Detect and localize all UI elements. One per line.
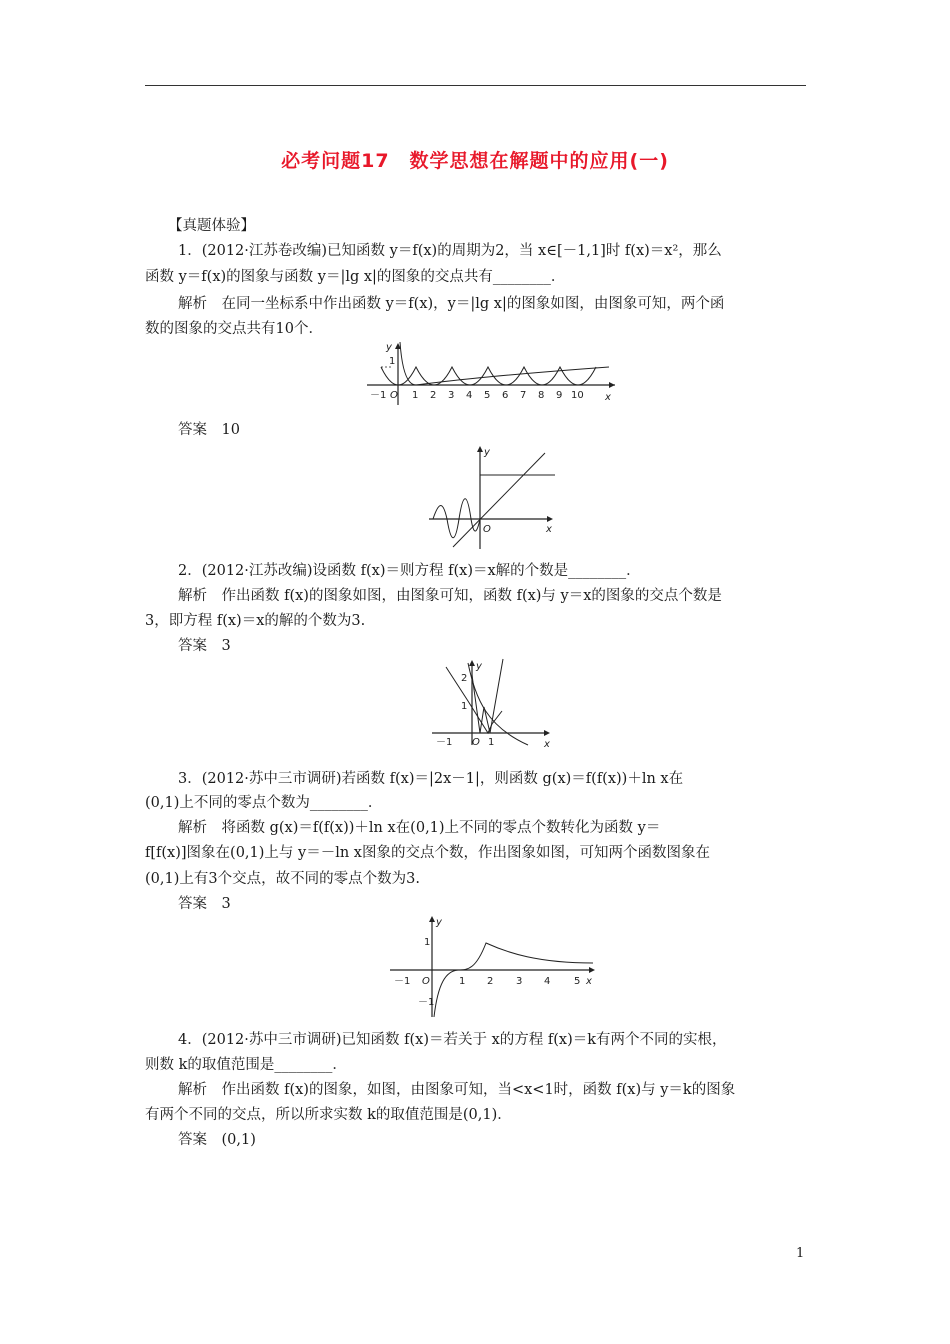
svg-text:O: O bbox=[390, 390, 398, 401]
svg-text:10: 10 bbox=[571, 390, 584, 401]
svg-text:6: 6 bbox=[502, 390, 509, 401]
svg-text:9: 9 bbox=[556, 390, 563, 401]
svg-text:1: 1 bbox=[424, 937, 431, 948]
header-rule bbox=[145, 85, 806, 86]
problem-3-solution: 解析 将函数 g(x)＝f(f(x))＋ln x在(0,1)上不同的零点个数转化为函数 y＝ bbox=[178, 820, 661, 836]
problem-2-answer: 答案 3 bbox=[178, 638, 231, 654]
svg-text:y: y bbox=[484, 447, 490, 458]
page-title: 必考问题17 数学思想在解题中的应用(一) bbox=[281, 150, 669, 172]
svg-text:y: y bbox=[476, 661, 482, 672]
fig1-y-tick-1: 1 bbox=[389, 356, 396, 367]
svg-text:x: x bbox=[586, 976, 592, 987]
figure-4-graph bbox=[388, 913, 603, 1019]
problem-4-answer: 答案 (0,1) bbox=[178, 1132, 256, 1148]
svg-text:x: x bbox=[544, 739, 550, 749]
figure-1-graph bbox=[365, 340, 625, 408]
svg-text:x: x bbox=[605, 392, 611, 403]
problem-3-question-cont: (0,1)上不同的零点个数为________． bbox=[145, 795, 383, 811]
svg-text:5: 5 bbox=[484, 390, 491, 401]
svg-text:2: 2 bbox=[430, 390, 437, 401]
svg-text:7: 7 bbox=[520, 390, 527, 401]
svg-text:3: 3 bbox=[448, 390, 455, 401]
problem-4-solution-cont: 有两个不同的交点，所以所求实数 k的取值范围是(0,1)． bbox=[145, 1107, 512, 1123]
problem-1-question-cont: 函数 y＝f(x)的图象与函数 y＝|lg x|的图象的交点共有________． bbox=[145, 269, 566, 285]
figure-3-graph bbox=[428, 657, 558, 749]
problem-3-answer: 答案 3 bbox=[178, 896, 231, 912]
svg-text:x: x bbox=[546, 524, 552, 535]
svg-text:y: y bbox=[436, 917, 442, 928]
svg-text:1: 1 bbox=[488, 737, 495, 748]
svg-text:O: O bbox=[472, 737, 480, 748]
problem-1-solution-cont: 数的图象的交点共有10个． bbox=[145, 321, 323, 337]
svg-text:－1: －1 bbox=[394, 976, 411, 987]
svg-text:1: 1 bbox=[459, 976, 466, 987]
svg-text:1: 1 bbox=[412, 390, 419, 401]
problem-1-answer: 答案 10 bbox=[178, 422, 240, 438]
svg-text:2: 2 bbox=[487, 976, 494, 987]
figure-2-graph bbox=[425, 443, 565, 551]
svg-text:－1: －1 bbox=[436, 737, 453, 748]
page-number: 1 bbox=[796, 1246, 805, 1261]
problem-2-question: 2．(2012·江苏改编)设函数 f(x)＝则方程 f(x)＝x解的个数是________． bbox=[178, 563, 641, 579]
svg-text:O: O bbox=[483, 524, 491, 535]
svg-text:5: 5 bbox=[574, 976, 581, 987]
svg-text:3: 3 bbox=[516, 976, 523, 987]
svg-text:4: 4 bbox=[466, 390, 473, 401]
problem-4-solution: 解析 作出函数 f(x)的图象，如图，由图象可知，当<x<1时，函数 f(x)与 y＝k的图象 bbox=[178, 1082, 736, 1098]
problem-1-solution: 解析 在同一坐标系中作出函数 y＝f(x)，y＝|lg x|的图象如图，由图象可知，两个函 bbox=[178, 296, 725, 312]
svg-text:O: O bbox=[422, 976, 430, 987]
problem-2-solution-cont: 3，即方程 f(x)＝x的解的个数为3. bbox=[145, 613, 366, 629]
svg-text:2: 2 bbox=[461, 673, 468, 684]
fig1-y-label: y bbox=[386, 342, 392, 353]
problem-4-question: 4．(2012·苏中三市调研)已知函数 f(x)＝若关于 x的方程 f(x)＝k有两个不同的实根， bbox=[178, 1032, 727, 1048]
section-heading: 【真题体验】 bbox=[168, 218, 255, 234]
problem-3-solution-cont2: (0,1)上有3个交点，故不同的零点个数为3. bbox=[145, 871, 420, 887]
svg-text:8: 8 bbox=[538, 390, 545, 401]
svg-text:－1: －1 bbox=[370, 390, 387, 401]
problem-2-solution: 解析 作出函数 f(x)的图象如图，由图象可知，函数 f(x)与 y＝x的图象的交点个数是 bbox=[178, 588, 722, 604]
svg-text:4: 4 bbox=[544, 976, 551, 987]
problem-4-question-cont: 则数 k的取值范围是________． bbox=[145, 1057, 347, 1073]
svg-text:1: 1 bbox=[461, 701, 468, 712]
problem-3-solution-cont: f[f(x)]图象在(0,1)上与 y＝－ln x图象的交点个数，作出图象如图，可知两个函数图象在 bbox=[145, 845, 710, 861]
problem-3-question: 3．(2012·苏中三市调研)若函数 f(x)＝|2x－1|，则函数 g(x)＝f(f(x))＋ln x在 bbox=[178, 771, 684, 787]
problem-1-question: 1．(2012·江苏卷改编)已知函数 y＝f(x)的周期为2，当 x∈[－1,1]时 f(x)＝x²，那么 bbox=[178, 243, 722, 259]
svg-text:－1: －1 bbox=[418, 997, 435, 1008]
